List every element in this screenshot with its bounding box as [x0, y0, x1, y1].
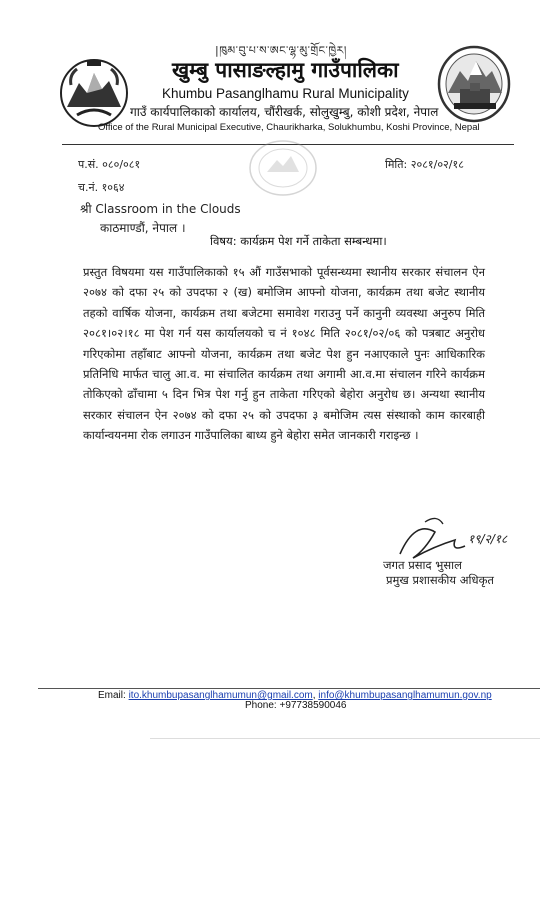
office-address-en: Office of the Rural Municipal Executive, Chaurikharka, Solukhumbu, Koshi Province, Nepal [98, 122, 480, 133]
recipient-name: श्री Classroom in the Clouds [80, 202, 241, 216]
signatory-title: प्रमुख प्रशासकीय अधिकृत [386, 573, 494, 587]
letter-subject: विषय: कार्यक्रम पेश गर्ने ताकेता सम्बन्धमा। [210, 234, 387, 248]
signature-date: १९/२/१८ [468, 532, 508, 546]
municipality-logo-icon [436, 45, 512, 123]
signatory-name: जगत प्रसाद भुसाल [383, 558, 462, 572]
letter-date: मिति: २०८१/०२/१८ [385, 158, 464, 171]
page-edge-divider [150, 738, 540, 739]
office-stamp-icon [247, 138, 319, 198]
letter-body [83, 262, 485, 446]
recipient-address: काठमाण्डौं, नेपाल । [100, 221, 186, 235]
tibetan-title: |ཁུམ་བུ་པ་ས་ཨང་ལྷ་མུ་གྲོང་ཁྱེར། [215, 44, 347, 57]
nepal-emblem-icon [57, 55, 131, 129]
reference-number: प.सं. ०८०/०८१ [78, 158, 141, 171]
body-paragraph: प्रस्तुत विषयमा यस गाउँपालिकाको १५ औं गाउँसभाको पूर्वसन्ध्यमा स्थानीय सरकार संचालन ऐन २०७४ को दफा २५ को उपदफा २ (ख) बमोजिम आफ्नो योजना, कार्यक्रम तथा बजेट स्थानीय तहको वार्षिक योजना, कार्यक्रम तथा बजेटमा समावेश गराउनु पर्ने कानुनी व्यवस्था अनुरुप मिति २०८१।०२।१८ मा पेश गर्न यस कार्यालयको च नं १०४८ मिति २०८१/०२/०६ को पत्रबाट अनुरोध गरिएकोमा तहाँबाट आफ्नो योजना, कार्यक्रम तथा बजेट पेश हुन नआएकाले पुनः आधिकारिक प्रतिनिधि मार्फत चालु आ.व. मा संचालित कार्यक्रम तथा अगामी आ.व.मा संचालन गरिने कार्यक्रम तोकिएको ढाँचामा ५ दिन भित्र पेश गर्नु हुन ताकेता गरिएको बेहोरा अनुरोध छ। अन्यथा स्थानीय सरकार संचालन ऐन २०७४ को दफा २५ को उपदफा ३ बमोजिम त्यस संस्थाको काम कारबाही कार्यान्वयनमा रोक लगाउन गाउँपालिका बाध्य हुने बेहोरा समेत जानकारी गराइन्छ । [83, 265, 485, 443]
office-address-np: गाउँ कार्यपालिकाको कार्यालय, चौंरीखर्क, सोलुखुम्बु, कोशी प्रदेश, नेपाल [130, 105, 439, 119]
email-label: Email: [98, 690, 126, 701]
email-link-2[interactable]: info@khumbupasanglhamumun.gov.np [318, 690, 492, 701]
footer-phone: Phone: +97738590046 [245, 700, 347, 711]
municipality-title-en: Khumbu Pasanglhamu Rural Municipality [162, 86, 409, 101]
footer-divider [38, 688, 540, 689]
footer-email-line: Email: ito.khumbupasanglhamumun@gmail.com, info@khumbupasanglhamumun.gov.np [98, 690, 492, 701]
dispatch-number: च.नं. १०६४ [78, 181, 125, 194]
email-link-1[interactable]: ito.khumbupasanglhamumun@gmail.com [128, 690, 313, 701]
municipality-title-np: खुम्बु पासाङल्हामु गाउँपालिका [172, 58, 399, 82]
